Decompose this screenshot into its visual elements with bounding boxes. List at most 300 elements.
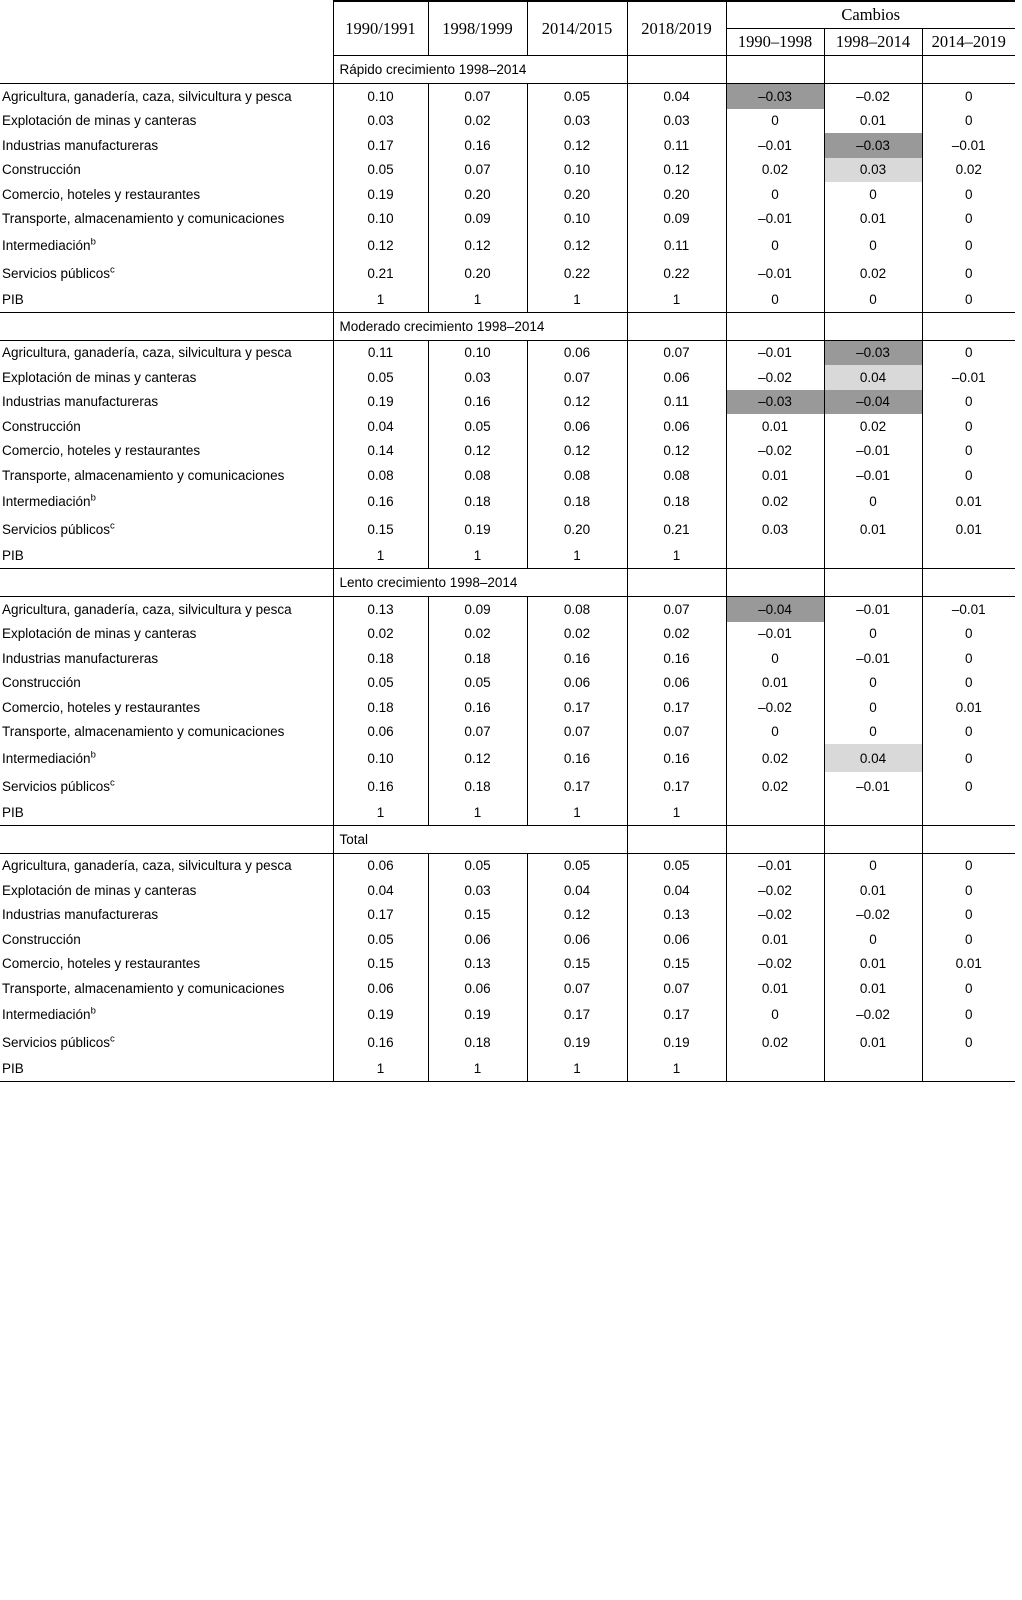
- cell-change-1: 0: [824, 695, 922, 720]
- row-label: [0, 853, 333, 878]
- table-row: [0, 439, 1015, 464]
- cell-change-1: 0: [824, 182, 922, 207]
- cell-change-1: 0: [824, 488, 922, 516]
- cell-change-0: 0.01: [726, 976, 824, 1001]
- cell-value-1: 0.05: [428, 414, 527, 439]
- cell-change-0: 0.01: [726, 671, 824, 696]
- cell-value-3: 0.22: [627, 259, 726, 287]
- cell-value-1: 0.12: [428, 744, 527, 772]
- cell-value-0: 0.16: [333, 1029, 428, 1057]
- cell-value-2: 0.12: [527, 439, 627, 464]
- cell-change-2: 0: [922, 182, 1015, 207]
- cell-change-0: –0.03: [726, 84, 824, 109]
- row-label: [0, 158, 333, 183]
- header-year-2018-2019: 2018/2019: [627, 1, 726, 56]
- section-header-row: [0, 825, 1015, 853]
- cell-value-3: 0.16: [627, 646, 726, 671]
- cell-change-0: 0: [726, 1001, 824, 1029]
- cell-change-0: –0.02: [726, 903, 824, 928]
- row-label: [0, 646, 333, 671]
- cell-change-2: 0: [922, 207, 1015, 232]
- cell-change-1: 0.01: [824, 878, 922, 903]
- cell-value-0: 0.05: [333, 927, 428, 952]
- cell-value-1: 0.18: [428, 488, 527, 516]
- cell-value-2: 0.15: [527, 952, 627, 977]
- cell-change-2: 0: [922, 772, 1015, 800]
- row-label-text: Industrias manufactureras: [2, 650, 159, 666]
- cell-value-2: 0.07: [527, 720, 627, 745]
- cell-change-1: 0: [824, 927, 922, 952]
- footnote-marker: b: [90, 1005, 96, 1017]
- cell-value-0: 0.16: [333, 772, 428, 800]
- cell-change-1: 0.01: [824, 109, 922, 134]
- cell-value-3: 0.12: [627, 439, 726, 464]
- table-row: [0, 516, 1015, 544]
- row-label: [0, 671, 333, 696]
- cell-value-1: 1: [428, 544, 527, 569]
- cell-value-0: 0.18: [333, 646, 428, 671]
- cell-value-0: 0.05: [333, 158, 428, 183]
- row-label: [0, 109, 333, 134]
- cell-change-1: 0.01: [824, 1029, 922, 1057]
- cell-change-2: 0: [922, 340, 1015, 365]
- section-pad-b: [726, 825, 824, 853]
- cell-value-3: 0.11: [627, 133, 726, 158]
- cell-value-0: 0.06: [333, 976, 428, 1001]
- cell-change-2: 0: [922, 231, 1015, 259]
- section-header-spacer: [0, 825, 333, 853]
- cell-value-3: 0.07: [627, 340, 726, 365]
- table-row: [0, 772, 1015, 800]
- row-label-text: Construcción: [2, 162, 81, 178]
- section-header-row: [0, 56, 1015, 84]
- row-label-text: Comercio, hoteles y restaurantes: [2, 699, 201, 715]
- section-header-spacer: [0, 312, 333, 340]
- cell-value-2: 0.07: [527, 365, 627, 390]
- cell-change-1: 0: [824, 853, 922, 878]
- row-label-text: Agricultura, ganadería, caza, silvicultura y pesca: [2, 88, 292, 104]
- cell-value-2: 0.05: [527, 84, 627, 109]
- cell-change-0: –0.03: [726, 390, 824, 415]
- cell-value-3: 0.13: [627, 903, 726, 928]
- cell-value-3: 0.11: [627, 231, 726, 259]
- section-title-0: Rápido crecimiento 1998–2014: [333, 56, 627, 84]
- cell-value-0: 0.10: [333, 207, 428, 232]
- table-row: [0, 84, 1015, 109]
- cell-change-2: 0: [922, 646, 1015, 671]
- cell-value-1: 0.09: [428, 207, 527, 232]
- cell-change-1: –0.01: [824, 646, 922, 671]
- cell-value-2: 0.17: [527, 1001, 627, 1029]
- row-label: [0, 133, 333, 158]
- cell-value-2: 1: [527, 287, 627, 312]
- cell-value-1: 0.16: [428, 133, 527, 158]
- table-row: [0, 133, 1015, 158]
- cell-value-0: 0.06: [333, 853, 428, 878]
- cell-value-0: 0.05: [333, 365, 428, 390]
- cell-value-1: 0.07: [428, 84, 527, 109]
- row-label-text: Industrias manufactureras: [2, 394, 159, 410]
- row-label-text: Explotación de minas y canteras: [2, 626, 197, 642]
- cell-value-3: 0.04: [627, 84, 726, 109]
- section-header-row: [0, 569, 1015, 597]
- cell-value-2: 0.10: [527, 207, 627, 232]
- row-label: [0, 488, 333, 516]
- cell-value-3: 0.21: [627, 516, 726, 544]
- cell-change-2: 0.01: [922, 516, 1015, 544]
- table-row: [0, 952, 1015, 977]
- section-pad-d: [922, 56, 1015, 84]
- cell-change-2: 0: [922, 671, 1015, 696]
- cell-value-3: 0.04: [627, 878, 726, 903]
- cell-value-3: 0.07: [627, 720, 726, 745]
- cell-value-0: 0.13: [333, 597, 428, 622]
- section-pad-a: [627, 825, 726, 853]
- cell-change-0: 0: [726, 720, 824, 745]
- cell-change-2: 0: [922, 853, 1015, 878]
- cell-change-1: 0: [824, 231, 922, 259]
- cell-value-1: 0.10: [428, 340, 527, 365]
- cell-value-0: 1: [333, 544, 428, 569]
- row-label-text: Industrias manufactureras: [2, 137, 159, 153]
- cell-change-0: –0.01: [726, 622, 824, 647]
- cell-change-1: 0: [824, 622, 922, 647]
- cell-value-2: 0.19: [527, 1029, 627, 1057]
- cell-change-1: –0.03: [824, 133, 922, 158]
- table-row: [0, 259, 1015, 287]
- row-label-text: Agricultura, ganadería, caza, silvicultura y pesca: [2, 858, 292, 874]
- cell-value-2: 0.17: [527, 772, 627, 800]
- cell-change-2: 0: [922, 463, 1015, 488]
- header-year-2014-2015: 2014/2015: [527, 1, 627, 56]
- table-header: [0, 1, 1015, 56]
- cell-change-1: [824, 1057, 922, 1082]
- cell-change-2: 0: [922, 287, 1015, 312]
- row-label: [0, 259, 333, 287]
- cell-change-2: 0: [922, 720, 1015, 745]
- row-label: [0, 1029, 333, 1057]
- cell-change-2: 0: [922, 744, 1015, 772]
- table-body: [0, 56, 1015, 1082]
- cell-value-0: 0.02: [333, 622, 428, 647]
- cell-change-0: 0: [726, 287, 824, 312]
- cell-value-3: 0.16: [627, 744, 726, 772]
- table-row: [0, 744, 1015, 772]
- section-pad-d: [922, 569, 1015, 597]
- cell-change-1: –0.02: [824, 1001, 922, 1029]
- cell-change-2: 0: [922, 1029, 1015, 1057]
- cell-value-2: 0.03: [527, 109, 627, 134]
- cell-change-2: 0.01: [922, 488, 1015, 516]
- cell-value-2: 0.02: [527, 622, 627, 647]
- cell-change-1: [824, 800, 922, 825]
- cell-value-0: 0.06: [333, 720, 428, 745]
- cell-change-2: 0: [922, 622, 1015, 647]
- table-row: [0, 109, 1015, 134]
- cell-value-0: 0.17: [333, 903, 428, 928]
- cell-change-0: [726, 1057, 824, 1082]
- section-pad-c: [824, 569, 922, 597]
- cell-value-3: 0.19: [627, 1029, 726, 1057]
- section-title-2: Lento crecimiento 1998–2014: [333, 569, 627, 597]
- cell-value-2: 0.06: [527, 340, 627, 365]
- table-row: [0, 903, 1015, 928]
- cell-change-0: 0.01: [726, 414, 824, 439]
- row-label-text: Transporte, almacenamiento y comunicaciones: [2, 467, 285, 483]
- cell-value-1: 0.05: [428, 853, 527, 878]
- cell-value-1: 0.20: [428, 259, 527, 287]
- row-label: [0, 544, 333, 569]
- cell-value-1: 0.15: [428, 903, 527, 928]
- cell-value-0: 0.11: [333, 340, 428, 365]
- cell-value-0: 0.04: [333, 878, 428, 903]
- cell-value-1: 0.20: [428, 182, 527, 207]
- row-label: [0, 878, 333, 903]
- row-label-text: Comercio, hoteles y restaurantes: [2, 186, 201, 202]
- table-row: [0, 414, 1015, 439]
- row-label: [0, 1001, 333, 1029]
- cell-change-0: 0: [726, 646, 824, 671]
- cell-value-1: 1: [428, 1057, 527, 1082]
- cell-value-1: 0.06: [428, 927, 527, 952]
- row-label-text: Agricultura, ganadería, caza, silvicultura y pesca: [2, 601, 292, 617]
- cell-change-1: –0.04: [824, 390, 922, 415]
- cell-value-1: 0.19: [428, 1001, 527, 1029]
- table-row: [0, 646, 1015, 671]
- cell-value-2: 0.12: [527, 903, 627, 928]
- cell-value-1: 0.09: [428, 597, 527, 622]
- cell-value-2: 0.05: [527, 853, 627, 878]
- cell-value-1: 0.12: [428, 231, 527, 259]
- header-year-1998-1999: 1998/1999: [428, 1, 527, 56]
- cell-value-1: 0.13: [428, 952, 527, 977]
- row-label: [0, 976, 333, 1001]
- cell-value-2: 0.12: [527, 133, 627, 158]
- cell-value-2: 1: [527, 800, 627, 825]
- cell-value-3: 0.08: [627, 463, 726, 488]
- cell-value-0: 0.08: [333, 463, 428, 488]
- row-label-text: Intermediación: [2, 750, 91, 766]
- row-label-text: Construcción: [2, 418, 81, 434]
- table-row: [0, 800, 1015, 825]
- table-row: [0, 695, 1015, 720]
- cell-value-2: 0.18: [527, 488, 627, 516]
- cell-change-0: 0.02: [726, 744, 824, 772]
- row-label: [0, 463, 333, 488]
- row-label-text: Comercio, hoteles y restaurantes: [2, 956, 201, 972]
- cell-value-3: 0.11: [627, 390, 726, 415]
- cell-value-0: 1: [333, 1057, 428, 1082]
- row-label-text: Servicios públicos: [2, 1035, 111, 1050]
- cell-value-3: 0.03: [627, 109, 726, 134]
- cell-change-2: 0: [922, 109, 1015, 134]
- cell-value-3: 0.06: [627, 365, 726, 390]
- cell-value-2: 0.20: [527, 182, 627, 207]
- cell-change-1: 0.02: [824, 259, 922, 287]
- section-pad-c: [824, 312, 922, 340]
- cell-value-3: 0.09: [627, 207, 726, 232]
- cell-change-0: –0.02: [726, 878, 824, 903]
- cell-change-2: 0: [922, 390, 1015, 415]
- row-label-text: Agricultura, ganadería, caza, silvicultura y pesca: [2, 345, 292, 361]
- row-label-text: Transporte, almacenamiento y comunicaciones: [2, 980, 285, 996]
- table-row: [0, 927, 1015, 952]
- table-row: [0, 1001, 1015, 1029]
- table-row: [0, 1057, 1015, 1082]
- cell-change-0: 0.02: [726, 772, 824, 800]
- cell-value-3: 0.15: [627, 952, 726, 977]
- cell-value-1: 0.06: [428, 976, 527, 1001]
- cell-change-1: 0: [824, 720, 922, 745]
- cell-change-0: –0.02: [726, 439, 824, 464]
- cell-value-3: 0.12: [627, 158, 726, 183]
- cell-change-2: 0.02: [922, 158, 1015, 183]
- cell-value-2: 1: [527, 544, 627, 569]
- table-row: [0, 463, 1015, 488]
- cell-value-3: 1: [627, 800, 726, 825]
- table-row: [0, 340, 1015, 365]
- cell-value-0: 0.12: [333, 231, 428, 259]
- cell-value-3: 0.06: [627, 927, 726, 952]
- cell-change-0: –0.01: [726, 259, 824, 287]
- section-header-row: [0, 312, 1015, 340]
- cell-value-0: 0.15: [333, 952, 428, 977]
- cell-value-2: 0.08: [527, 597, 627, 622]
- cell-value-0: 0.10: [333, 84, 428, 109]
- cell-change-2: 0: [922, 927, 1015, 952]
- section-pad-c: [824, 56, 922, 84]
- cell-value-0: 0.14: [333, 439, 428, 464]
- cell-value-0: 0.19: [333, 390, 428, 415]
- cell-value-0: 0.18: [333, 695, 428, 720]
- cell-change-1: –0.03: [824, 340, 922, 365]
- cell-change-2: 0.01: [922, 695, 1015, 720]
- row-label-text: PIB: [2, 548, 24, 564]
- header-year-1990-1991: 1990/1991: [333, 1, 428, 56]
- cell-value-2: 0.22: [527, 259, 627, 287]
- table-row: [0, 231, 1015, 259]
- cell-change-0: –0.04: [726, 597, 824, 622]
- table-row: [0, 182, 1015, 207]
- cell-value-1: 1: [428, 800, 527, 825]
- cell-value-2: 0.16: [527, 744, 627, 772]
- row-label-text: Explotación de minas y canteras: [2, 369, 197, 385]
- cell-value-3: 0.07: [627, 597, 726, 622]
- cell-value-1: 1: [428, 287, 527, 312]
- footnote-marker: c: [110, 264, 115, 275]
- cell-change-0: –0.02: [726, 365, 824, 390]
- section-pad-a: [627, 312, 726, 340]
- table-row: [0, 158, 1015, 183]
- cell-value-2: 0.06: [527, 927, 627, 952]
- cell-change-0: –0.01: [726, 853, 824, 878]
- row-label: [0, 390, 333, 415]
- cell-change-0: 0.03: [726, 516, 824, 544]
- cell-change-2: 0: [922, 84, 1015, 109]
- cell-value-1: 0.19: [428, 516, 527, 544]
- row-label-text: Explotación de minas y canteras: [2, 113, 197, 129]
- cell-value-0: 0.17: [333, 133, 428, 158]
- cell-value-1: 0.12: [428, 439, 527, 464]
- table-row: [0, 853, 1015, 878]
- cell-value-2: 0.10: [527, 158, 627, 183]
- cell-value-0: 0.05: [333, 671, 428, 696]
- row-label-text: Intermediación: [2, 237, 91, 253]
- cell-change-2: [922, 544, 1015, 569]
- cell-value-3: 0.17: [627, 695, 726, 720]
- cell-change-2: 0: [922, 878, 1015, 903]
- cell-value-2: 0.20: [527, 516, 627, 544]
- cell-change-0: [726, 544, 824, 569]
- cell-value-1: 0.03: [428, 365, 527, 390]
- cell-value-3: 1: [627, 287, 726, 312]
- cell-change-2: 0: [922, 259, 1015, 287]
- row-label-text: Comercio, hoteles y restaurantes: [2, 443, 201, 459]
- cell-value-3: 1: [627, 544, 726, 569]
- cell-value-2: 1: [527, 1057, 627, 1082]
- row-label-text: Transporte, almacenamiento y comunicaciones: [2, 724, 285, 740]
- row-label-text: Servicios públicos: [2, 265, 111, 281]
- cell-value-1: 0.02: [428, 109, 527, 134]
- cell-change-0: –0.01: [726, 133, 824, 158]
- cell-change-1: –0.02: [824, 903, 922, 928]
- cell-value-0: 0.16: [333, 488, 428, 516]
- cell-value-2: 0.17: [527, 695, 627, 720]
- cell-change-1: [824, 544, 922, 569]
- header-change-1990-1998: 1990–1998: [726, 29, 824, 56]
- row-label: [0, 414, 333, 439]
- cell-value-0: 0.10: [333, 744, 428, 772]
- section-pad-d: [922, 825, 1015, 853]
- cell-change-1: 0.03: [824, 158, 922, 183]
- cell-change-2: 0: [922, 1001, 1015, 1029]
- row-label: [0, 287, 333, 312]
- table-row: [0, 976, 1015, 1001]
- cell-change-1: 0: [824, 671, 922, 696]
- header-row-top: [0, 1, 1015, 29]
- cell-change-1: 0.04: [824, 365, 922, 390]
- row-label: [0, 597, 333, 622]
- cell-change-1: 0.01: [824, 516, 922, 544]
- table-row: [0, 207, 1015, 232]
- cell-change-2: 0: [922, 414, 1015, 439]
- row-label-text: Intermediación: [2, 494, 91, 509]
- footnote-marker: c: [110, 1033, 115, 1045]
- header-change-1998-2014: 1998–2014: [824, 29, 922, 56]
- table-row: [0, 878, 1015, 903]
- cell-change-2: 0: [922, 903, 1015, 928]
- cell-value-3: 0.17: [627, 772, 726, 800]
- row-label: [0, 207, 333, 232]
- section-header-spacer: [0, 56, 333, 84]
- cell-change-1: –0.01: [824, 463, 922, 488]
- footnote-marker: b: [90, 749, 96, 760]
- table-row: [0, 544, 1015, 569]
- row-label: [0, 365, 333, 390]
- cell-change-1: –0.01: [824, 597, 922, 622]
- cell-change-2: –0.01: [922, 365, 1015, 390]
- table-row: [0, 671, 1015, 696]
- cell-value-0: 1: [333, 287, 428, 312]
- section-title-3: Total: [333, 825, 627, 853]
- cell-value-3: 0.02: [627, 622, 726, 647]
- table-row: [0, 390, 1015, 415]
- row-label: [0, 622, 333, 647]
- cell-change-1: –0.01: [824, 772, 922, 800]
- table-row: [0, 622, 1015, 647]
- row-label: [0, 340, 333, 365]
- cell-value-3: 0.18: [627, 488, 726, 516]
